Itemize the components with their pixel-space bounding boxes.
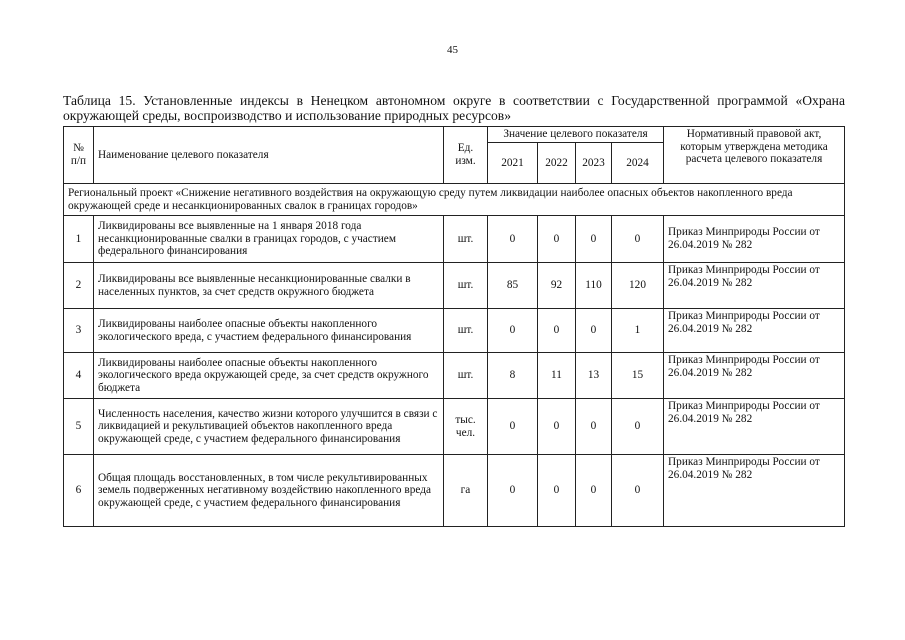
- row-value: 120: [612, 263, 664, 309]
- table-row: [64, 399, 845, 455]
- table-row: [64, 455, 845, 527]
- row-unit: га: [444, 455, 488, 527]
- row-act: Приказ Минприроды России от 26.04.2019 № 282: [664, 455, 845, 527]
- row-value: 0: [576, 216, 612, 263]
- row-name: Ликвидированы наиболее опасные объекты накопленного экологического вреда окружающей среде, за счет средств окружного бюджета: [94, 353, 444, 399]
- row-num: 5: [64, 399, 94, 455]
- header-year: 2024: [612, 143, 664, 184]
- row-value: 0: [612, 216, 664, 263]
- row-value: 0: [612, 455, 664, 527]
- row-unit: шт.: [444, 216, 488, 263]
- table-row: [64, 263, 845, 309]
- header-name: Наименование целевого показателя: [94, 127, 444, 184]
- header-unit: Ед. изм.: [444, 127, 488, 184]
- row-name: Численность населения, качество жизни которого улучшится в связи с ликвидацией и рекультивацией объектов накопленного вреда окружающей среде, с участием федерального финансирования: [94, 399, 444, 455]
- row-num: 2: [64, 263, 94, 309]
- row-value: 0: [488, 309, 538, 353]
- indicators-table: [63, 126, 845, 527]
- row-act: Приказ Минприроды России от 26.04.2019 № 282: [664, 216, 845, 263]
- row-value: 13: [576, 353, 612, 399]
- row-act: Приказ Минприроды России от 26.04.2019 № 282: [664, 263, 845, 309]
- row-name: Ликвидированы наиболее опасные объекты накопленного экологического вреда, с участием федерального финансирования: [94, 309, 444, 353]
- row-value: 92: [538, 263, 576, 309]
- row-unit: шт.: [444, 309, 488, 353]
- row-act: Приказ Минприроды России от 26.04.2019 № 282: [664, 309, 845, 353]
- header-act: Нормативный правовой акт, которым утверждена методика расчета целевого показателя: [664, 127, 845, 184]
- page-number: 45: [447, 44, 458, 56]
- table-caption: Таблица 15. Установленные индексы в Ненецком автономном округе в соответствии с Государственной программой «Охрана окружающей среды, воспроизводство и использование природных ресурсов»: [63, 93, 845, 123]
- row-num: 1: [64, 216, 94, 263]
- row-value: 85: [488, 263, 538, 309]
- row-value: 0: [488, 455, 538, 527]
- row-num: 3: [64, 309, 94, 353]
- header-year: 2023: [576, 143, 612, 184]
- table-row: [64, 353, 845, 399]
- row-unit: шт.: [444, 263, 488, 309]
- row-value: 0: [538, 399, 576, 455]
- row-value: 15: [612, 353, 664, 399]
- row-value: 0: [488, 216, 538, 263]
- row-value: 0: [488, 399, 538, 455]
- header-num: № п/п: [64, 127, 94, 184]
- project-title: Региональный проект «Снижение негативного воздействия на окружающую среду путем ликвидации наиболее опасных объектов накопленного вреда окружающей среде и несанкционированных свалок в границах городов»: [64, 184, 845, 216]
- row-value: 0: [538, 455, 576, 527]
- table-row: [64, 216, 845, 263]
- row-act: Приказ Минприроды России от 26.04.2019 № 282: [664, 353, 845, 399]
- row-unit: тыс. чел.: [444, 399, 488, 455]
- row-value: 8: [488, 353, 538, 399]
- row-value: 0: [576, 309, 612, 353]
- header-row-top: [64, 127, 845, 143]
- row-name: Общая площадь восстановленных, в том числе рекультивированных земель подверженных негативному воздействию накопленного вреда окружающей среде, с участием федерального финансирования: [94, 455, 444, 527]
- row-value: 11: [538, 353, 576, 399]
- header-year: 2022: [538, 143, 576, 184]
- project-row: [64, 184, 845, 216]
- row-value: 0: [576, 399, 612, 455]
- row-value: 110: [576, 263, 612, 309]
- row-value: 0: [576, 455, 612, 527]
- row-act: Приказ Минприроды России от 26.04.2019 № 282: [664, 399, 845, 455]
- header-year: 2021: [488, 143, 538, 184]
- table-row: [64, 309, 845, 353]
- row-value: 1: [612, 309, 664, 353]
- row-value: 0: [612, 399, 664, 455]
- row-name: Ликвидированы все выявленные несанкционированные свалки в населенных пунктов, за счет средств окружного бюджета: [94, 263, 444, 309]
- row-num: 4: [64, 353, 94, 399]
- row-num: 6: [64, 455, 94, 527]
- row-unit: шт.: [444, 353, 488, 399]
- row-name: Ликвидированы все выявленные на 1 января 2018 года несанкционированные свалки в границах городов, с участием федерального финансирования: [94, 216, 444, 263]
- header-values-group: Значение целевого показателя: [488, 127, 664, 143]
- row-value: 0: [538, 216, 576, 263]
- row-value: 0: [538, 309, 576, 353]
